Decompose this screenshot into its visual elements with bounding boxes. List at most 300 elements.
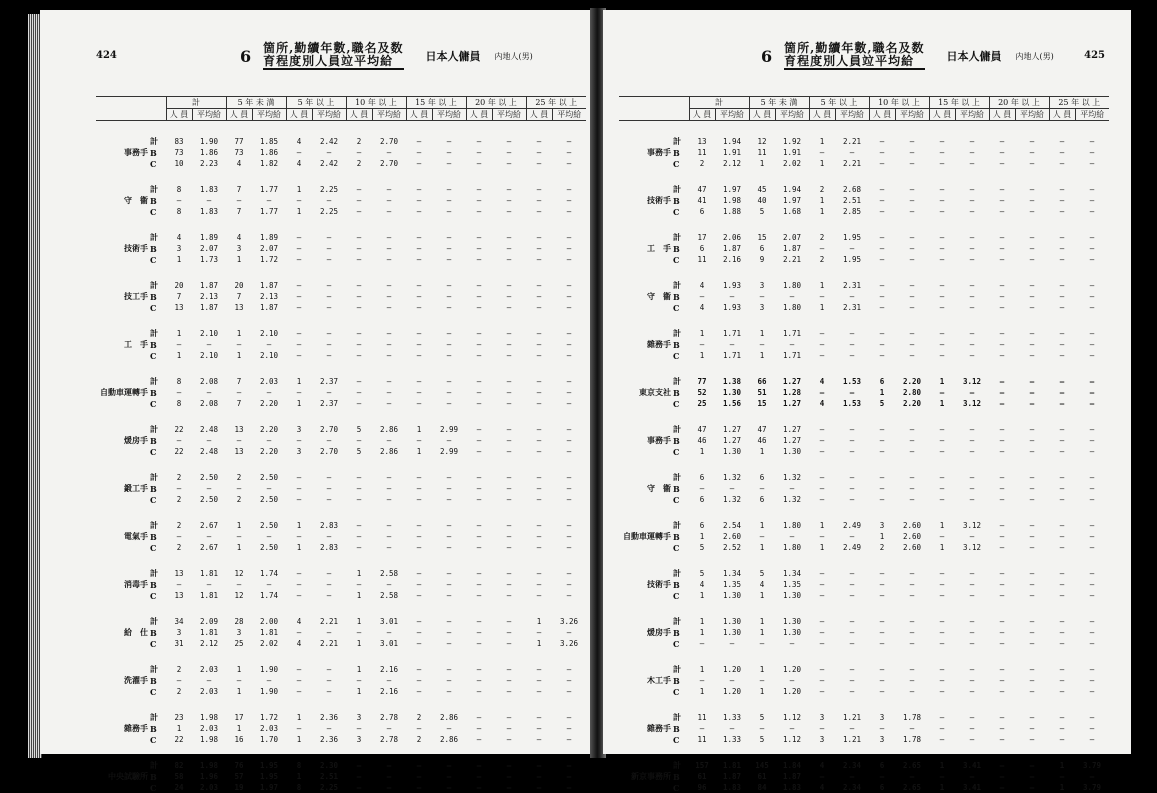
table-cell: — xyxy=(1029,569,1035,578)
table-cell: 1 xyxy=(759,628,765,637)
table-cell: 1 xyxy=(296,377,302,386)
table-cell: — xyxy=(879,303,885,312)
table-cell: — xyxy=(446,340,452,349)
table-cell: — xyxy=(326,281,332,290)
table-cell: — xyxy=(476,543,482,552)
table-cell: — xyxy=(1029,303,1035,312)
table-cell: 7 xyxy=(236,399,242,408)
table-cell: — xyxy=(356,521,362,530)
table-cell: 5 xyxy=(699,543,705,552)
column-header: 計 xyxy=(689,97,749,109)
table-cell: 1.81 xyxy=(259,628,279,637)
row-type-label: 計 xyxy=(673,712,681,722)
table-cell: 2.07 xyxy=(782,233,802,242)
table-cell: 1.87 xyxy=(199,281,219,290)
table-cell: — xyxy=(1059,772,1065,781)
table-cell: — xyxy=(789,340,795,349)
table-cell: 3.79 xyxy=(1082,783,1102,792)
table-cell: — xyxy=(1089,148,1095,157)
table-cell: — xyxy=(1059,617,1065,626)
table-cell: — xyxy=(476,244,482,253)
table-row xyxy=(96,184,586,195)
row-group-label: 事務手 xyxy=(647,147,671,157)
table-cell: — xyxy=(999,233,1005,242)
table-cell: — xyxy=(566,628,572,637)
table-cell: — xyxy=(939,639,945,648)
subheader-count: 人 員 xyxy=(749,109,775,121)
table-cell: 28 xyxy=(234,617,244,626)
table-cell: 46 xyxy=(697,436,707,445)
table-cell: — xyxy=(999,761,1005,770)
table-cell: — xyxy=(819,569,825,578)
table-cell: 1.87 xyxy=(722,772,742,781)
table-cell: 2.48 xyxy=(199,447,219,456)
table-cell: 2 xyxy=(819,185,825,194)
table-cell: — xyxy=(566,473,572,482)
table-cell: — xyxy=(1059,591,1065,600)
table-cell: 2.83 xyxy=(319,543,339,552)
table-cell: — xyxy=(969,591,975,600)
table-cell: 2.70 xyxy=(379,137,399,146)
table-cell: — xyxy=(476,148,482,157)
table-row xyxy=(96,158,586,169)
table-cell: — xyxy=(236,532,242,541)
table-cell: — xyxy=(266,436,272,445)
table-cell: — xyxy=(819,148,825,157)
table-cell: — xyxy=(176,676,182,685)
table-cell: — xyxy=(999,580,1005,589)
table-cell: — xyxy=(909,255,915,264)
row-type-label: B xyxy=(673,675,680,686)
table-cell: — xyxy=(849,687,855,696)
table-cell: — xyxy=(819,447,825,456)
table-cell: 1.33 xyxy=(722,713,742,722)
table-cell: — xyxy=(939,735,945,744)
table-cell: — xyxy=(476,185,482,194)
table-cell: — xyxy=(999,255,1005,264)
column-header: 10 年 以 上 xyxy=(869,97,929,109)
table-cell: 2.50 xyxy=(259,473,279,482)
row-type-label: 計 xyxy=(150,472,158,482)
table-row xyxy=(96,531,586,542)
table-cell: — xyxy=(759,676,765,685)
table-cell: 3.26 xyxy=(559,617,579,626)
table-row xyxy=(619,254,1109,265)
table-cell: — xyxy=(729,676,735,685)
table-cell: 1 xyxy=(1059,783,1065,792)
table-cell: — xyxy=(506,580,512,589)
row-type-label: B xyxy=(150,483,157,494)
table-row xyxy=(96,136,586,147)
table-cell: 1 xyxy=(819,137,825,146)
table-cell: — xyxy=(476,292,482,301)
table-cell: — xyxy=(296,687,302,696)
row-type-label: B xyxy=(150,531,157,542)
table-cell: 2 xyxy=(176,521,182,530)
table-cell: — xyxy=(999,543,1005,552)
table-cell: 5 xyxy=(759,569,765,578)
table-cell: 1.83 xyxy=(199,185,219,194)
table-cell: — xyxy=(566,761,572,770)
table-cell: — xyxy=(506,676,512,685)
table-row xyxy=(96,302,586,313)
table-cell: 2.10 xyxy=(259,329,279,338)
table-cell: — xyxy=(879,207,885,216)
table-cell: — xyxy=(536,244,542,253)
table-cell: — xyxy=(566,185,572,194)
table-cell: — xyxy=(1059,628,1065,637)
row-type-label: C xyxy=(150,350,157,361)
table-cell: — xyxy=(999,425,1005,434)
table-cell: — xyxy=(999,783,1005,792)
table-cell: 1.27 xyxy=(722,425,742,434)
table-cell: — xyxy=(476,233,482,242)
table-cell: — xyxy=(1089,425,1095,434)
table-cell: 13 xyxy=(234,425,244,434)
table-cell: — xyxy=(759,340,765,349)
table-cell: — xyxy=(296,495,302,504)
table-cell: — xyxy=(1029,196,1035,205)
table-cell: — xyxy=(476,783,482,792)
row-group-label: 自動車運轉手 xyxy=(100,387,148,397)
row-type-label: B xyxy=(150,243,157,254)
table-cell: — xyxy=(879,292,885,301)
row-type-label: 計 xyxy=(150,328,158,338)
row-group-label: 雜務手 xyxy=(647,723,671,733)
table-cell: 6 xyxy=(879,783,885,792)
table-cell: — xyxy=(969,292,975,301)
table-cell: 82 xyxy=(174,761,184,770)
table-cell: — xyxy=(729,484,735,493)
table-cell: — xyxy=(476,580,482,589)
table-cell: — xyxy=(476,521,482,530)
table-cell: — xyxy=(446,783,452,792)
table-cell: — xyxy=(326,436,332,445)
table-cell: — xyxy=(566,196,572,205)
table-cell: — xyxy=(356,532,362,541)
row-type-label: 計 xyxy=(673,184,681,194)
table-cell: 1.53 xyxy=(842,399,862,408)
table-cell: 2.09 xyxy=(199,617,219,626)
table-cell: — xyxy=(939,495,945,504)
table-cell: 1.70 xyxy=(259,735,279,744)
table-row xyxy=(96,376,586,387)
table-cell: 61 xyxy=(697,772,707,781)
table-cell: 2 xyxy=(879,543,885,552)
table-cell: — xyxy=(506,137,512,146)
table-cell: — xyxy=(506,617,512,626)
table-row xyxy=(619,446,1109,457)
table-cell: — xyxy=(969,340,975,349)
table-cell: 2.10 xyxy=(199,351,219,360)
row-group-label: 技術手 xyxy=(647,579,671,589)
table-cell: — xyxy=(1029,772,1035,781)
table-cell: 2.54 xyxy=(722,521,742,530)
table-cell: — xyxy=(999,436,1005,445)
table-cell: — xyxy=(536,484,542,493)
table-cell: — xyxy=(536,473,542,482)
table-cell: — xyxy=(849,447,855,456)
table-cell: — xyxy=(849,484,855,493)
row-group-label: 中央試驗所 xyxy=(108,771,148,781)
subheader-average-pay: 平均給 xyxy=(1075,109,1109,121)
table-cell: — xyxy=(416,521,422,530)
table-cell: — xyxy=(416,665,422,674)
table-cell: — xyxy=(999,772,1005,781)
table-cell: 1.68 xyxy=(782,207,802,216)
table-cell: — xyxy=(939,473,945,482)
table-cell: 1 xyxy=(176,351,182,360)
table-cell: — xyxy=(506,196,512,205)
row-group-label: 煖房手 xyxy=(124,435,148,445)
table-cell: 2.02 xyxy=(259,639,279,648)
table-cell: — xyxy=(446,761,452,770)
table-cell: — xyxy=(1059,639,1065,648)
row-type-label: C xyxy=(150,494,157,505)
table-cell: 145 xyxy=(755,761,769,770)
table-cell: 2.80 xyxy=(902,388,922,397)
table-cell: — xyxy=(819,340,825,349)
table-row xyxy=(96,568,586,579)
table-cell: — xyxy=(296,436,302,445)
row-type-label: B xyxy=(150,675,157,686)
table-row xyxy=(96,339,586,350)
row-type-label: B xyxy=(673,531,680,542)
table-cell: — xyxy=(1089,159,1095,168)
table-cell: — xyxy=(566,244,572,253)
table-row xyxy=(96,232,586,243)
table-cell: — xyxy=(416,761,422,770)
table-cell: — xyxy=(326,196,332,205)
table-cell: — xyxy=(326,580,332,589)
table-cell: — xyxy=(1089,244,1095,253)
table-cell: — xyxy=(536,447,542,456)
table-cell: 6 xyxy=(699,473,705,482)
column-header: 5 年 以 上 xyxy=(286,97,346,109)
table-cell: — xyxy=(1029,207,1035,216)
table-cell: — xyxy=(1059,473,1065,482)
table-cell: — xyxy=(819,329,825,338)
table-cell: — xyxy=(506,495,512,504)
table-cell: 6 xyxy=(879,377,885,386)
table-cell: — xyxy=(699,676,705,685)
table-cell: 6 xyxy=(699,244,705,253)
table-cell: — xyxy=(446,580,452,589)
table-cell: 1 xyxy=(356,639,362,648)
table-cell: — xyxy=(416,473,422,482)
table-cell: — xyxy=(416,159,422,168)
table-cell: — xyxy=(476,303,482,312)
row-type-label: B xyxy=(150,339,157,350)
table-cell: — xyxy=(416,196,422,205)
subheader-average-pay: 平均給 xyxy=(372,109,406,121)
table-cell: 6 xyxy=(699,207,705,216)
table-cell: 1 xyxy=(699,628,705,637)
table-cell: — xyxy=(969,281,975,290)
table-cell: 4 xyxy=(296,617,302,626)
table-cell: 1.53 xyxy=(842,377,862,386)
table-cell: — xyxy=(819,244,825,253)
table-cell: — xyxy=(939,676,945,685)
table-cell: — xyxy=(386,543,392,552)
table-cell: 5 xyxy=(699,569,705,578)
table-cell: 6 xyxy=(699,495,705,504)
table-cell: — xyxy=(879,233,885,242)
table-cell: — xyxy=(566,377,572,386)
table-cell: 1.87 xyxy=(782,772,802,781)
subheader-count: 人 員 xyxy=(226,109,252,121)
table-cell: — xyxy=(476,137,482,146)
table-cell: — xyxy=(416,724,422,733)
table-cell: 11 xyxy=(697,713,707,722)
row-group-label: 新京事務所 xyxy=(631,771,671,781)
table-cell: — xyxy=(386,783,392,792)
table-cell: — xyxy=(909,772,915,781)
row-group-label: 守 衞 xyxy=(124,195,148,205)
table-cell: 1.95 xyxy=(842,233,862,242)
table-cell: 4 xyxy=(176,233,182,242)
table-cell: — xyxy=(506,425,512,434)
table-cell: 96 xyxy=(697,783,707,792)
table-cell: — xyxy=(909,724,915,733)
table-cell: — xyxy=(1089,233,1095,242)
table-cell: — xyxy=(386,484,392,493)
table-cell: — xyxy=(506,340,512,349)
header-corner xyxy=(619,97,689,121)
subheader-row xyxy=(96,109,586,121)
table-cell: — xyxy=(566,281,572,290)
table-cell: 1 xyxy=(819,159,825,168)
table-cell: — xyxy=(1029,255,1035,264)
row-type-label: B xyxy=(150,435,157,446)
table-cell: — xyxy=(506,388,512,397)
table-cell: — xyxy=(999,676,1005,685)
row-type-label: B xyxy=(150,195,157,206)
table-cell: 2.86 xyxy=(439,735,459,744)
table-cell: — xyxy=(536,377,542,386)
table-heading xyxy=(240,42,533,70)
table-cell: 1.89 xyxy=(199,233,219,242)
table-cell: — xyxy=(386,244,392,253)
table-cell: — xyxy=(999,148,1005,157)
table-cell: 1 xyxy=(236,724,242,733)
table-cell: — xyxy=(909,148,915,157)
table-row xyxy=(96,446,586,457)
table-row xyxy=(619,723,1109,734)
table-cell: 20 xyxy=(174,281,184,290)
table-cell: 2.21 xyxy=(319,617,339,626)
table-cell: — xyxy=(386,580,392,589)
table-cell: 1.81 xyxy=(199,591,219,600)
table-cell: — xyxy=(879,676,885,685)
table-cell: — xyxy=(416,676,422,685)
table-cell: — xyxy=(759,484,765,493)
table-cell: — xyxy=(356,185,362,194)
table-cell: 3 xyxy=(296,447,302,456)
table-row xyxy=(619,627,1109,638)
table-cell: — xyxy=(1029,676,1035,685)
table-cell: 2.08 xyxy=(199,399,219,408)
row-type-label: B xyxy=(673,771,680,782)
table-cell: — xyxy=(416,399,422,408)
table-cell: 1 xyxy=(879,388,885,397)
table-cell: 2.03 xyxy=(259,377,279,386)
table-cell: — xyxy=(1029,543,1035,552)
table-cell: — xyxy=(476,628,482,637)
row-type-label: C xyxy=(673,782,680,793)
table-row xyxy=(96,280,586,291)
row-type-label: C xyxy=(673,254,680,265)
table-cell: — xyxy=(566,495,572,504)
table-cell: — xyxy=(939,724,945,733)
table-cell: — xyxy=(729,724,735,733)
table-cell: 2.13 xyxy=(259,292,279,301)
row-type-label: B xyxy=(150,579,157,590)
table-row xyxy=(619,664,1109,675)
table-cell: — xyxy=(999,665,1005,674)
table-cell: — xyxy=(296,591,302,600)
table-cell: 2.42 xyxy=(319,137,339,146)
table-cell: — xyxy=(939,687,945,696)
table-cell: — xyxy=(506,207,512,216)
row-type-label: B xyxy=(673,723,680,734)
table-cell: 1 xyxy=(759,447,765,456)
table-cell: — xyxy=(476,329,482,338)
table-cell: 1.80 xyxy=(782,303,802,312)
table-cell: — xyxy=(849,340,855,349)
subheader-average-pay: 平均給 xyxy=(312,109,346,121)
row-type-label: C xyxy=(673,398,680,409)
table-cell: 1 xyxy=(416,447,422,456)
table-cell: 2.49 xyxy=(842,521,862,530)
table-cell: — xyxy=(1029,281,1035,290)
table-cell: 1 xyxy=(759,329,765,338)
table-cell: — xyxy=(1029,724,1035,733)
table-row xyxy=(619,734,1109,745)
table-cell: — xyxy=(699,340,705,349)
table-cell: — xyxy=(819,639,825,648)
table-cell: — xyxy=(536,495,542,504)
table-cell: — xyxy=(999,329,1005,338)
table-cell: — xyxy=(1059,377,1065,386)
row-type-label: B xyxy=(150,387,157,398)
table-cell: — xyxy=(939,292,945,301)
table-cell: — xyxy=(176,388,182,397)
table-cell: — xyxy=(356,377,362,386)
table-cell: — xyxy=(1089,473,1095,482)
row-type-label: C xyxy=(150,686,157,697)
table-cell: 2.25 xyxy=(319,207,339,216)
table-cell: 1.77 xyxy=(259,207,279,216)
table-cell: 6 xyxy=(759,244,765,253)
table-cell: — xyxy=(1089,735,1095,744)
table-cell: — xyxy=(999,207,1005,216)
table-cell: — xyxy=(566,543,572,552)
table-cell: 1 xyxy=(939,783,945,792)
table-cell: — xyxy=(356,233,362,242)
subheader-average-pay: 平均給 xyxy=(835,109,869,121)
table-cell: 1.83 xyxy=(782,783,802,792)
table-row xyxy=(96,782,586,793)
table-cell: — xyxy=(849,591,855,600)
table-cell: 7 xyxy=(176,292,182,301)
table-cell: — xyxy=(266,580,272,589)
table-cell: 2.08 xyxy=(199,377,219,386)
table-cell: 3 xyxy=(819,735,825,744)
table-cell: 1.93 xyxy=(722,303,742,312)
table-row xyxy=(96,328,586,339)
table-cell: 2.21 xyxy=(782,255,802,264)
